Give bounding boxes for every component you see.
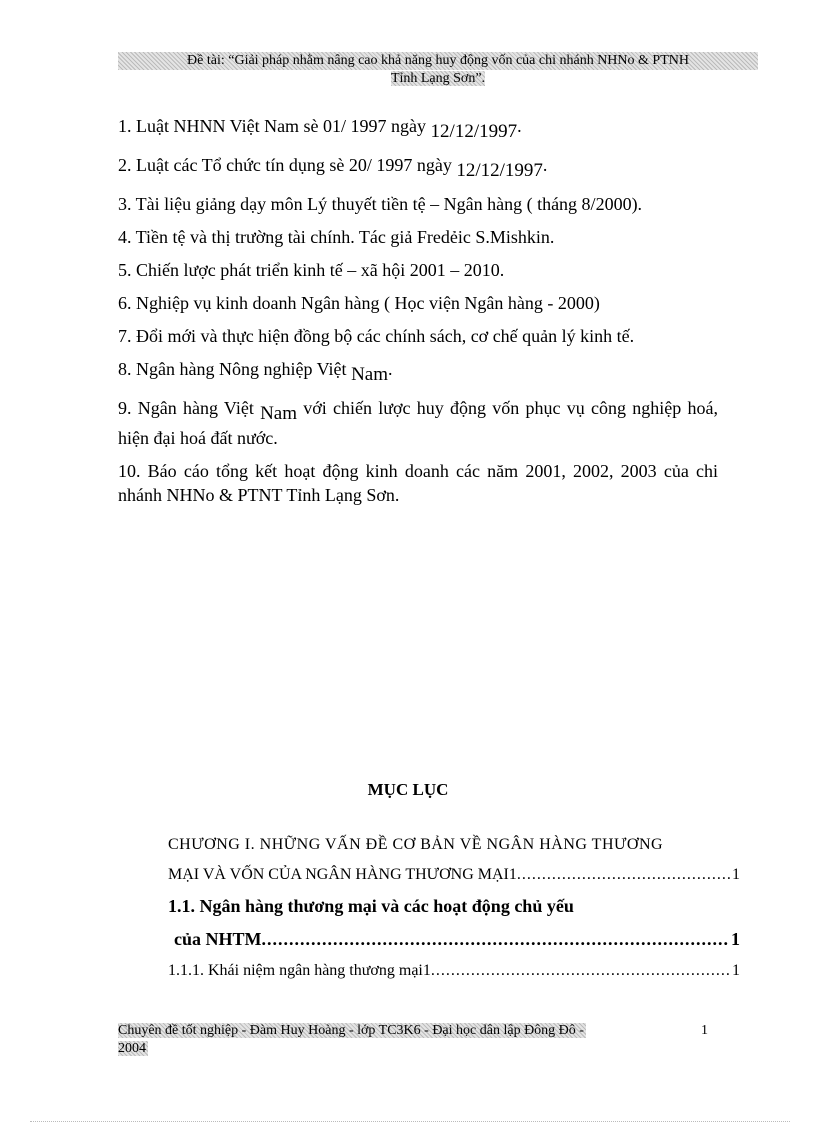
footer-line2: 2004 <box>118 1041 146 1056</box>
header-title-line1: Đề tài: “Giải pháp nhằm nâng cao khả năng huy động vốn của chi nhánh NHNo & PTNH <box>118 52 758 70</box>
footer-page-number: 1 <box>701 1023 708 1038</box>
reference-list <box>118 114 718 516</box>
reference-item: 3. Tài liệu giảng dạy môn Lý thuyết tiền tệ – Ngân hàng ( tháng 8/2000). <box>118 194 643 214</box>
toc-section11-line2: của NHTM <box>174 929 262 949</box>
reference-item: 6. Nghiệp vụ kinh doanh Ngân hàng ( Học viện Ngân hàng - 2000) <box>118 293 600 313</box>
toc-section111-entry[interactable] <box>168 962 740 980</box>
reference-item: 7. Đổi mới và thực hiện đồng bộ các chính sách, cơ chế quản lý kinh tế. <box>118 326 635 346</box>
footer-line1: Chuyên đề tốt nghiệp - Đàm Huy Hoàng - lớp TC3K6 - Đại học dân lập Đông Đô - <box>118 1023 584 1038</box>
toc-chapter1-entry[interactable] <box>168 866 740 884</box>
reference-item: 8. Ngân hàng Nông nghiệp Việt Nam. <box>118 359 393 385</box>
toc-section11-line1[interactable]: 1.1. Ngân hàng thương mại và các hoạt động chủ yếu <box>168 896 574 916</box>
toc-section11-entry[interactable] <box>168 929 740 950</box>
page-header <box>118 52 758 92</box>
toc-leader-dots <box>431 962 730 980</box>
toc-chapter1-line1: CHƯƠNG I. NHỮNG VẤN ĐỀ CƠ BẢN VỀ NGÂN HÀNG THƯƠNG <box>168 836 664 853</box>
header-title-line2: Tỉnh Lạng Sơn”. <box>390 71 486 86</box>
table-of-contents <box>168 836 740 980</box>
toc-title: MỤC LỤC <box>367 780 449 799</box>
reference-item: 2. Luật các Tổ chức tín dụng sè 20/ 1997 ngày 12/12/1997. <box>118 155 548 181</box>
page-bottom-rule <box>30 1121 790 1122</box>
reference-item: 1. Luật NHNN Việt Nam sè 01/ 1997 ngày 12/12/1997. <box>118 116 522 142</box>
toc-page-number: 1 <box>732 866 740 883</box>
toc-page-number: 1 <box>731 929 740 949</box>
reference-item: 4. Tiền tệ và thị trường tài chính. Tác giả Fredẻic S.Mishkin. <box>118 227 555 247</box>
reference-item: 9. Ngân hàng Việt Nam với chiến lược huy động vốn phục vụ công nghiệp hoá, hiện đại hoá đất nước. <box>118 398 718 448</box>
reference-item: 5. Chiến lược phát triển kinh tế – xã hội 2001 – 2010. <box>118 260 505 280</box>
toc-leader-dots <box>262 929 730 950</box>
toc-chapter1-line2: MẠI VÀ VỐN CỦA NGÂN HÀNG THƯƠNG MẠI1 <box>168 866 517 883</box>
toc-section111-text: 1.1.1. Khái niệm ngân hàng thương mại1 <box>168 962 431 979</box>
footer-text <box>118 1022 658 1058</box>
toc-leader-dots <box>517 866 730 884</box>
toc-page-number: 1 <box>732 962 740 979</box>
page-footer <box>118 1022 758 1062</box>
reference-item: 10. Báo cáo tổng kết hoạt động kinh doanh các năm 2001, 2002, 2003 của chi nhánh NHNo & PTNT Tỉnh Lạng Sơn. <box>118 461 718 505</box>
